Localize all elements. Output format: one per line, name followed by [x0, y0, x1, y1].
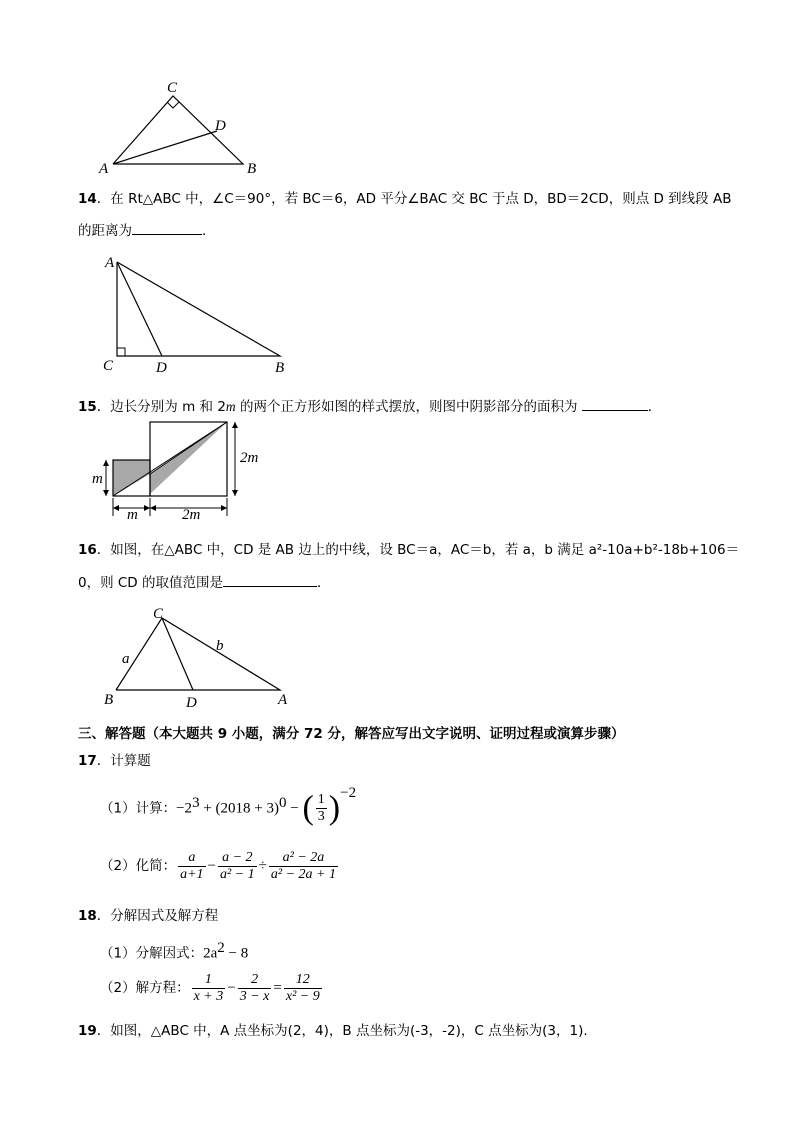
q17-part1	[100, 783, 356, 829]
q17-p1-frac-d: 3	[317, 809, 325, 824]
q15-number: 15	[78, 399, 97, 415]
q16-line2	[78, 571, 331, 591]
figure-q15-squares	[88, 416, 273, 521]
q18-p2-fraction3	[284, 972, 322, 1005]
q17-part2	[100, 848, 340, 884]
fig13-label-b: B	[247, 161, 257, 176]
q17-p1-exp-b: 0	[278, 795, 287, 811]
q17-p2-fraction1	[178, 850, 205, 883]
q18-p2-eq: =	[273, 980, 282, 996]
fig16-label-b: B	[104, 692, 114, 708]
fig15-label-2m-right: 2m	[240, 450, 259, 466]
q17-p1-expr-b: + (2018 + 3)	[199, 800, 279, 817]
q15-answer-blank[interactable]	[582, 396, 648, 411]
figure-q16-triangle	[100, 602, 300, 712]
q17-p1-expr-a: −2	[176, 800, 193, 817]
fig14-label-c: C	[103, 358, 114, 374]
q18-part1	[100, 940, 248, 963]
fig15-label-m-bottom: m	[127, 507, 138, 521]
fig13-label-d: D	[215, 118, 226, 134]
q18-p2-fraction1	[192, 972, 226, 1005]
q18-p1-label: （1）分解因式：	[100, 945, 204, 962]
fig14-label-d: D	[156, 360, 167, 376]
q17-p1-exp-c: −2	[340, 785, 357, 801]
q19-line	[78, 1019, 588, 1039]
figure-q14-right-triangle	[100, 252, 300, 377]
section3-title: 三、解答题（本大题共 9 小题，满分 72 分，解答应写出文字说明、证明过程或演算步骤）	[78, 726, 625, 742]
q17-p2-op1: −	[207, 858, 217, 874]
q15-line	[78, 395, 661, 415]
q17-p2-f3-d: a² − 2a + 1	[270, 866, 336, 882]
q18-title-line	[78, 904, 218, 924]
fig13-label-c: C	[167, 80, 178, 96]
q17-p2-fraction3	[269, 850, 338, 883]
q14-answer-blank[interactable]	[132, 220, 202, 235]
fig15-label-2m-bottom: 2m	[182, 507, 201, 521]
q17-p1-exp-a: 3	[192, 795, 200, 811]
q17-p2-op2: ÷	[258, 858, 267, 874]
fig16-label-d: D	[186, 695, 197, 711]
fig16-label-a-side: a	[122, 651, 130, 667]
q15-text-m: m	[225, 399, 236, 414]
q17-p2-fraction2	[218, 850, 257, 883]
q16-text-suffix: ．	[317, 575, 331, 591]
q14-line2	[78, 219, 216, 239]
q17-p1-frac-n: 1	[317, 792, 325, 807]
q17-p1-paren-close: )	[328, 789, 341, 827]
q18-p2-f1-n: 1	[192, 972, 226, 989]
q16-text-prefix: 0，则 CD 的取值范围是	[78, 575, 223, 591]
q14-line1	[78, 187, 731, 207]
q18-p1-expr: 2a	[203, 945, 218, 962]
q17-number: 17	[78, 753, 97, 769]
fig15-label-m-left: m	[92, 471, 103, 487]
q17-p2-f3-n: a² − 2a	[269, 850, 338, 867]
q17-p1-fraction	[316, 792, 327, 825]
q14-number: 14	[78, 191, 97, 207]
fig13-label-a: A	[99, 161, 109, 176]
q17-p1-label: （1）计算：	[100, 800, 177, 817]
q14-text-prefix: 的距离为	[78, 223, 132, 239]
q17-p2-label: （2）化简：	[100, 858, 177, 874]
q18-number: 18	[78, 908, 97, 924]
q14-text-line1: ．在 Rt△ABC 中，∠C＝90°，若 BC＝6，AD 平分∠BAC 交 BC 于点 D，BD＝2CD，则点 D 到线段 AB	[96, 191, 732, 207]
q17-title-line	[78, 749, 151, 769]
fig16-label-a: A	[278, 692, 288, 708]
q16-answer-blank[interactable]	[223, 572, 317, 587]
q18-p2-f1-d: x + 3	[193, 988, 224, 1004]
q18-title: ．分解因式及解方程	[96, 908, 219, 924]
q18-p2-fraction2	[238, 972, 272, 1005]
q18-part2	[100, 970, 324, 1006]
q15-text-suffix: ．	[647, 399, 662, 415]
q15-text-prefix: ．边长分别为 m 和 2	[96, 399, 226, 415]
q18-p1-tail: − 8	[224, 945, 249, 962]
q17-p2-f1-d: a+1	[180, 866, 204, 882]
q16-text-line1: ．如图，在△ABC 中，CD 是 AB 边上的中线，设 BC＝a，AC＝b，若 a，b 满足 a²-10a+b²-18b+106＝	[96, 542, 740, 558]
q17-p1-expr-c: −	[286, 800, 303, 817]
q17-p1-paren-open: (	[302, 789, 314, 827]
q17-p2-f2-d: a² − 1	[220, 866, 255, 882]
q18-p2-op: −	[227, 980, 236, 996]
q15-text-mid: 的两个正方形如图的样式摆放，则图中阴影部分的面积为	[235, 399, 578, 415]
q18-p2-f2-d: 3 − x	[239, 988, 270, 1004]
q17-p2-f1-n: a	[178, 850, 205, 867]
q18-p2-f3-n: 12	[284, 972, 322, 989]
q17-p2-f2-n: a − 2	[218, 850, 257, 867]
q18-p1-exp: 2	[217, 940, 225, 956]
figure-q13-triangle	[95, 76, 270, 176]
fig16-label-b-side: b	[216, 638, 224, 654]
fig16-label-c: C	[153, 606, 164, 622]
q18-p2-f3-d: x² − 9	[285, 988, 320, 1004]
q14-text-suffix: ．	[202, 223, 216, 239]
fig14-label-a: A	[105, 255, 115, 271]
q16-number: 16	[78, 542, 97, 558]
q16-line1	[78, 538, 739, 558]
q19-number: 19	[78, 1023, 97, 1039]
q18-p2-f2-n: 2	[238, 972, 272, 989]
q17-title: ．计算题	[96, 753, 151, 769]
q18-p2-label: （2）解方程：	[100, 980, 190, 996]
fig14-label-b: B	[275, 360, 285, 376]
q19-text: ．如图，△ABC 中，A 点坐标为(2，4)，B 点坐标为(-3，-2)，C 点坐标为(3，1).	[96, 1023, 588, 1039]
